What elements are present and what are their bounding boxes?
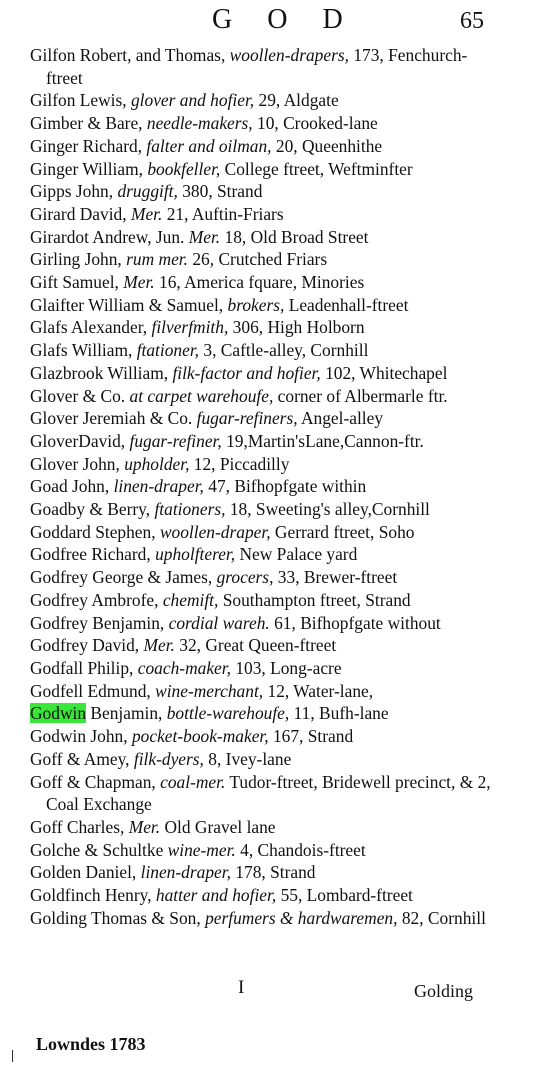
- entry-name: Godfrey Benjamin,: [30, 612, 165, 633]
- entry-name: Gimber & Bare,: [30, 113, 143, 134]
- directory-entry: [30, 271, 500, 294]
- entry-occupation: Mer.: [130, 203, 163, 224]
- entry-occupation: wine-mer.: [167, 839, 236, 860]
- entry-occupation: fugar-refiners,: [196, 408, 298, 429]
- directory-entry: [30, 521, 500, 544]
- entry-name: Glazbrook William,: [30, 362, 169, 383]
- signature-mark: I: [238, 977, 245, 998]
- entry-name: Godfree Richard,: [30, 544, 151, 565]
- entry-address: Old Gravel lane: [164, 816, 276, 837]
- directory-entry: [30, 180, 500, 203]
- entry-name: Glaifter William & Samuel,: [30, 294, 224, 315]
- entry-address: 29, Aldgate: [258, 90, 339, 111]
- directory-entry: [30, 339, 500, 362]
- entry-occupation: filk-factor and hofier,: [172, 362, 321, 383]
- entry-occupation: upholfterer,: [155, 544, 236, 565]
- directory-entry: [30, 316, 500, 339]
- directory-entry: [30, 839, 500, 862]
- entry-name: Godfell Edmund,: [30, 680, 151, 701]
- entry-address: Tudor-ftreet, Bridewell precinct, & 2, Coal Exchange: [46, 771, 491, 815]
- entry-name: Glover & Co.: [30, 385, 126, 406]
- entry-name: Godfrey George & James,: [30, 567, 213, 588]
- entry-address: New Palace yard: [239, 544, 358, 565]
- entry-address: 18, Old Broad Street: [224, 226, 369, 247]
- entry-occupation: linen-draper,: [113, 476, 204, 497]
- entry-name: Girard David,: [30, 203, 127, 224]
- entry-address: 10, Crooked-lane: [257, 113, 378, 134]
- directory-entry: [30, 612, 500, 635]
- entry-address: 8, Ivey-lane: [208, 748, 292, 769]
- entry-name: Golding Thomas & Son,: [30, 907, 201, 928]
- directory-entry: [30, 158, 500, 181]
- entry-occupation: wine-merchant,: [155, 680, 264, 701]
- entry-occupation: pocket-book-maker,: [131, 726, 269, 747]
- entry-name: Gilfon Robert, and Thomas,: [30, 45, 226, 65]
- entry-name: Benjamin,: [86, 703, 163, 724]
- entry-name: Goldfinch Henry,: [30, 885, 152, 906]
- entry-address: 12, Piccadilly: [193, 453, 290, 474]
- directory-entry: [30, 680, 500, 703]
- entry-address: 55, Lombard-ftreet: [280, 885, 413, 906]
- directory-entry: [30, 589, 500, 612]
- entry-name: Goadby & Berry,: [30, 499, 151, 520]
- entry-name: Golden Daniel,: [30, 862, 137, 883]
- entry-address: 102, Whitechapel: [325, 362, 448, 383]
- directory-entries: [30, 44, 500, 929]
- directory-entry: [30, 248, 500, 271]
- entry-occupation: rum mer.: [126, 249, 188, 270]
- entry-occupation: Mer.: [143, 635, 175, 656]
- entry-address: Leadenhall-ftreet: [288, 294, 409, 315]
- directory-entry: [30, 748, 500, 771]
- entry-name: Goad John,: [30, 476, 110, 497]
- entry-address: 306, High Holborn: [232, 317, 365, 338]
- entry-occupation: filk-dyers,: [133, 748, 204, 769]
- entry-name: Godwin John,: [30, 726, 128, 747]
- entry-occupation: bookfeller,: [147, 158, 221, 179]
- entry-name: Gilfon Lewis,: [30, 90, 127, 111]
- entry-name: Goddard Stephen,: [30, 521, 156, 542]
- entry-name: GloverDavid,: [30, 430, 126, 451]
- directory-entry: [30, 816, 500, 839]
- entry-name: Goff Charles,: [30, 816, 125, 837]
- entry-name: Godfall Philip,: [30, 657, 134, 678]
- entry-occupation: chemift,: [162, 589, 219, 610]
- entry-name: Glafs William,: [30, 340, 133, 361]
- directory-entry: [30, 294, 500, 317]
- directory-entry: [30, 771, 500, 816]
- entry-occupation: brokers,: [227, 294, 285, 315]
- directory-entry: [30, 498, 500, 521]
- entry-address: 173, Fenchurch-ftreet: [46, 45, 468, 88]
- directory-entry: [30, 203, 500, 226]
- entry-occupation: cordial wareh.: [168, 612, 270, 633]
- entry-address: 16, America fquare, Minories: [159, 272, 365, 293]
- directory-entry: [30, 702, 500, 725]
- entry-occupation: glover and hofier,: [130, 90, 255, 111]
- directory-entry: [30, 453, 500, 476]
- entry-address: 33, Brewer-ftreet: [277, 567, 398, 588]
- entry-occupation: coach-maker,: [137, 657, 231, 678]
- entry-address: Gerrard ftreet, Soho: [274, 521, 415, 542]
- directory-entry: [30, 44, 500, 89]
- directory-entry: [30, 657, 500, 680]
- entry-name: Gipps John,: [30, 181, 114, 202]
- entry-occupation: coal-mer.: [160, 771, 226, 792]
- highlighted-name: Godwin: [30, 703, 87, 724]
- entry-address: College ftreet, Weftminfter: [224, 158, 413, 179]
- entry-occupation: Mer.: [123, 272, 155, 293]
- catchword: Golding: [414, 981, 474, 1001]
- directory-entry: [30, 226, 500, 249]
- entry-address: corner of Albermarle ftr.: [277, 385, 448, 406]
- entry-address: 21, Auftin-Friars: [166, 203, 284, 224]
- directory-entry: [30, 407, 500, 430]
- entry-name: Goff & Amey,: [30, 748, 130, 769]
- entry-name: Godfrey David,: [30, 635, 140, 656]
- directory-entry: [30, 362, 500, 385]
- directory-entry: [30, 725, 500, 748]
- entry-name: Glover Jeremiah & Co.: [30, 408, 193, 429]
- entry-name: Glover John,: [30, 453, 120, 474]
- entry-address: 167, Strand: [272, 726, 354, 747]
- entry-name: Ginger William,: [30, 158, 143, 179]
- entry-name: Godfrey Ambrofe,: [30, 589, 159, 610]
- entry-occupation: druggift,: [117, 181, 178, 202]
- entry-occupation: needle-makers,: [146, 113, 253, 134]
- entry-occupation: grocers,: [216, 567, 274, 588]
- entry-name: Ginger Richard,: [30, 135, 143, 156]
- directory-entry: [30, 385, 500, 408]
- entry-address: 4, Chandois-ftreet: [240, 839, 366, 860]
- entry-address: 380, Strand: [182, 181, 263, 202]
- entry-address: Southampton ftreet, Strand: [222, 589, 411, 610]
- entry-occupation: hatter and hofier,: [155, 885, 277, 906]
- entry-address: 19,Martin'sLane,Cannon-ftr.: [226, 430, 424, 451]
- entry-occupation: woollen-drapers,: [229, 45, 349, 65]
- entry-address: 47, Bifhopfgate within: [208, 476, 367, 497]
- entry-address: 11, Bufh-lane: [293, 703, 389, 724]
- entry-occupation: fugar-refiner,: [129, 430, 222, 451]
- entry-address: 61, Bifhopfgate without: [274, 612, 441, 633]
- entry-occupation: ftationers,: [154, 499, 226, 520]
- entry-address: 103, Long-acre: [235, 657, 342, 678]
- entry-occupation: Mer.: [128, 816, 161, 837]
- entry-address: 32, Great Queen-ftreet: [179, 635, 337, 656]
- directory-entry: [30, 89, 500, 112]
- directory-entry: [30, 135, 500, 158]
- entry-address: 178, Strand: [235, 862, 316, 883]
- margin-mark: [12, 1050, 13, 1062]
- directory-entry: [30, 907, 500, 930]
- entry-address: 18, Sweeting's alley,Cornhill: [229, 499, 430, 520]
- directory-entry: [30, 112, 500, 135]
- directory-entry: [30, 861, 500, 884]
- entry-address: 20, Queenhithe: [275, 135, 383, 156]
- source-label: Lowndes 1783: [36, 1034, 146, 1054]
- directory-entry: [30, 543, 500, 566]
- entry-name: Goff & Chapman,: [30, 771, 156, 792]
- entry-address: Angel-alley: [300, 408, 384, 429]
- directory-entry: [30, 475, 500, 498]
- entry-occupation: ftationer,: [136, 340, 200, 361]
- page-header-title: G O D: [212, 4, 357, 35]
- directory-entry: [30, 430, 500, 453]
- entry-name: Girardot Andrew, Jun.: [30, 226, 185, 247]
- entry-occupation: filverfmith,: [151, 317, 229, 338]
- entry-address: 26, Crutched Friars: [192, 249, 328, 270]
- entry-occupation: falter and oilman,: [146, 135, 272, 156]
- entry-occupation: perfumers & hardwaremen,: [205, 907, 398, 928]
- entry-address: 82, Cornhill: [401, 907, 486, 928]
- directory-entry: [30, 634, 500, 657]
- entry-occupation: woollen-draper,: [159, 521, 271, 542]
- entry-name: Girling John,: [30, 249, 122, 270]
- entry-occupation: linen-draper,: [140, 862, 231, 883]
- directory-entry: [30, 884, 500, 907]
- page-number: 65: [460, 8, 484, 34]
- entry-occupation: upholder,: [124, 453, 190, 474]
- entry-name: Golche & Schultke: [30, 839, 164, 860]
- entry-name: Gift Samuel,: [30, 272, 119, 293]
- entry-address: 3, Caftle-alley, Cornhill: [203, 340, 369, 361]
- entry-occupation: at carpet warehoufe,: [129, 385, 274, 406]
- entry-name: Glafs Alexander,: [30, 317, 148, 338]
- entry-occupation: bottle-warehoufe,: [166, 703, 290, 724]
- directory-entry: [30, 566, 500, 589]
- entry-occupation: Mer.: [188, 226, 221, 247]
- entry-address: 12, Water-lane,: [267, 680, 374, 701]
